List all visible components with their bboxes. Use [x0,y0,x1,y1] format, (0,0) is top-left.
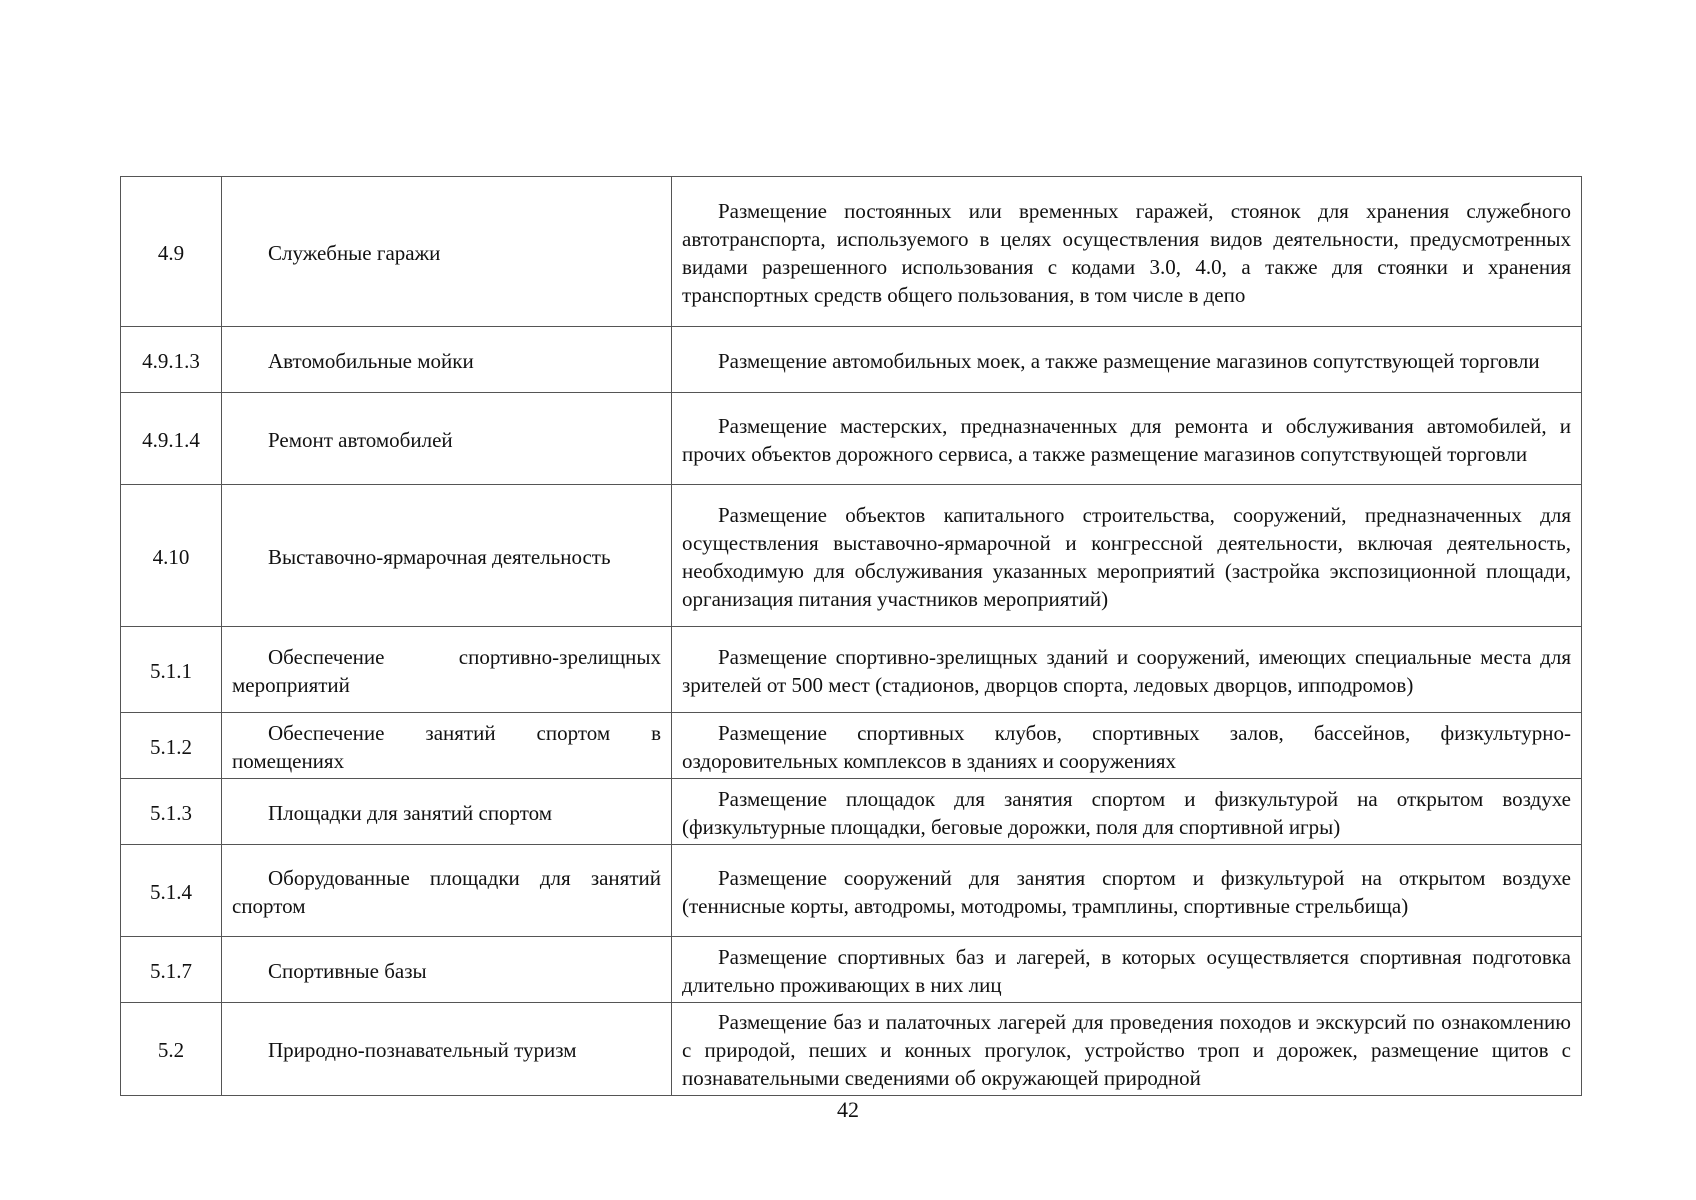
row-description: Размещение площадок для занятия спортом и физкультурой на открытом воздухе (физкультурные площадки, беговые дорожки, поля для спортивной игры) [672,779,1582,845]
row-description: Размещение объектов капитального строительства, сооружений, предназначенных для осуществления выставочно-ярмарочной и конгрессной деятельности, включая деятельность, необходимую для обслуживания указанных мероприятий (застройка экспозиционной площади, организация питания участников мероприятий) [672,485,1582,627]
table-row [121,845,1582,937]
table-row [121,1003,1582,1096]
row-code: 4.9.1.3 [121,327,222,393]
row-name: Выставочно-ярмарочная деятельность [222,485,672,627]
table-row [121,627,1582,713]
row-description: Размещение спортивных баз и лагерей, в которых осуществляется спортивная подготовка длительно проживающих в них лиц [672,937,1582,1003]
page-number: 42 [837,1097,859,1122]
row-description: Размещение постоянных или временных гаражей, стоянок для хранения служебного автотранспорта, используемого в целях осуществления видов деятельности, предусмотренных видами разрешенного использования с кодами 3.0, 4.0, а также для стоянки и хранения транспортных средств общего пользования, в том числе в депо [672,177,1582,327]
row-name: Автомобильные мойки [222,327,672,393]
table-row [121,393,1582,485]
row-name: Оборудованные площадки для занятий спортом [222,845,672,937]
row-code: 5.1.1 [121,627,222,713]
row-code: 5.1.7 [121,937,222,1003]
row-code: 4.10 [121,485,222,627]
row-code: 4.9.1.4 [121,393,222,485]
row-name: Обеспечение занятий спортом в помещениях [222,713,672,779]
row-description: Размещение автомобильных моек, а также размещение магазинов сопутствующей торговли [672,327,1582,393]
table-row [121,713,1582,779]
row-description: Размещение сооружений для занятия спортом и физкультурой на открытом воздухе (теннисные корты, автодромы, мотодромы, трамплины, спортивные стрельбища) [672,845,1582,937]
table-row [121,177,1582,327]
row-name: Обеспечение спортивно-зрелищных мероприятий [222,627,672,713]
row-name: Площадки для занятий спортом [222,779,672,845]
table-row [121,779,1582,845]
row-name: Служебные гаражи [222,177,672,327]
table-row [121,327,1582,393]
row-code: 5.1.3 [121,779,222,845]
row-code: 4.9 [121,177,222,327]
row-description: Размещение спортивных клубов, спортивных залов, бассейнов, физкультурно-оздоровительных комплексов в зданиях и сооружениях [672,713,1582,779]
row-code: 5.1.4 [121,845,222,937]
row-code: 5.2 [121,1003,222,1096]
row-name: Ремонт автомобилей [222,393,672,485]
land-use-table [120,176,1582,1096]
row-description: Размещение баз и палаточных лагерей для проведения походов и экскурсий по ознакомлению с природой, пеших и конных прогулок, устройство троп и дорожек, размещение щитов с познавательными сведениями об окружающей природной [672,1003,1582,1096]
table-row [121,937,1582,1003]
row-code: 5.1.2 [121,713,222,779]
table-row [121,485,1582,627]
row-name: Спортивные базы [222,937,672,1003]
row-description: Размещение мастерских, предназначенных для ремонта и обслуживания автомобилей, и прочих объектов дорожного сервиса, а также размещение магазинов сопутствующей торговли [672,393,1582,485]
row-name: Природно-познавательный туризм [222,1003,672,1096]
row-description: Размещение спортивно-зрелищных зданий и сооружений, имеющих специальные места для зрителей от 500 мест (стадионов, дворцов спорта, ледовых дворцов, ипподромов) [672,627,1582,713]
